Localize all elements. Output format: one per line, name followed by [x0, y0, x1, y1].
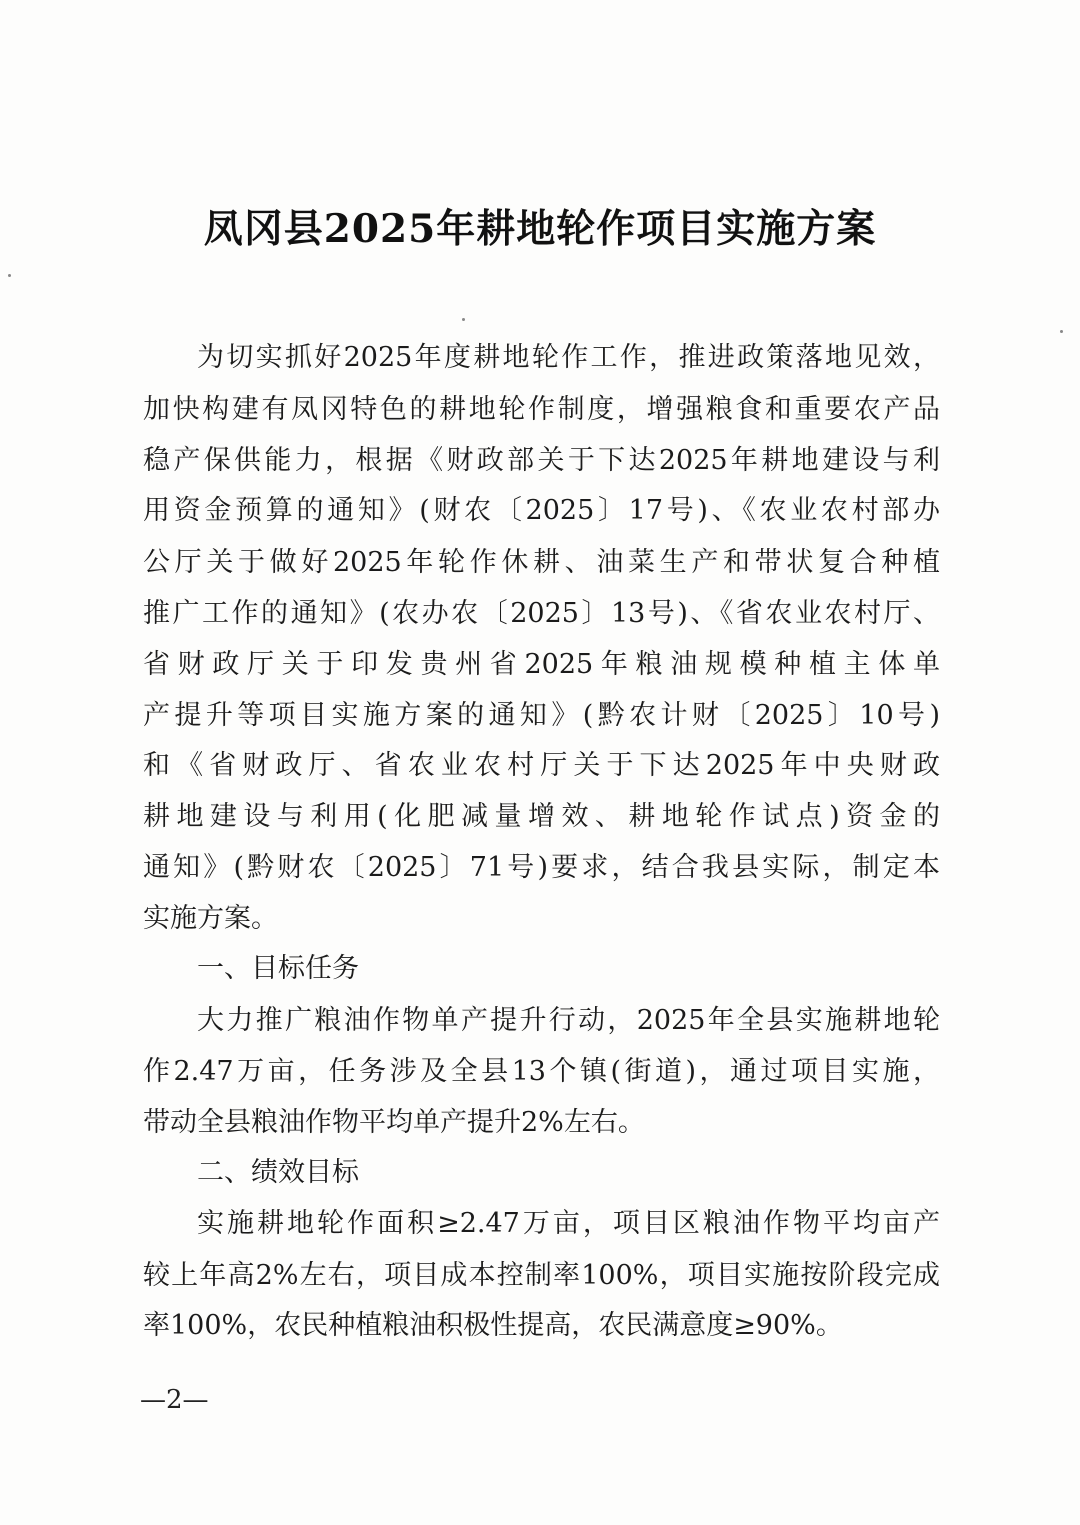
section-heading-performance: 二、绩效目标	[197, 1157, 359, 1188]
intro-line-11: 通知》(黔财农〔2025〕71号)要求，结合我县实际，制定本	[143, 852, 940, 883]
intro-line-12: 实施方案。	[143, 903, 278, 934]
section2-line-2: 较上年高2%左右，项目成本控制率100%，项目实施按阶段完成	[143, 1260, 940, 1291]
section1-line-1: 大力推广粮油作物单产提升行动，2025年全县实施耕地轮	[197, 1005, 940, 1036]
intro-line-7: 省财政厅关于印发贵州省2025年粮油规模种植主体单	[143, 649, 940, 680]
intro-line-2: 加快构建有凤冈特色的耕地轮作制度，增强粮食和重要农产品	[143, 394, 940, 425]
document-title: 凤冈县2025年耕地轮作项目实施方案	[203, 206, 877, 252]
scan-speck	[462, 318, 465, 321]
section1-line-3: 带动全县粮油作物平均单产提升2%左右。	[143, 1107, 645, 1138]
section2-line-3: 率100%，农民种植粮油积极性提高，农民满意度≥90%。	[143, 1310, 843, 1341]
section1-line-2: 作2.47万亩，任务涉及全县13个镇(街道)，通过项目实施，	[143, 1056, 940, 1087]
intro-line-5: 公厅关于做好2025年轮作休耕、油菜生产和带状复合种植	[143, 547, 940, 578]
intro-line-3: 稳产保供能力，根据《财政部关于下达2025年耕地建设与利	[143, 445, 940, 476]
page-number: —2—	[140, 1385, 209, 1415]
intro-line-9: 和《省财政厅、省农业农村厅关于下达2025年中央财政	[143, 750, 940, 781]
intro-line-4: 用资金预算的通知》(财农〔2025〕17号)、《农业农村部办	[143, 495, 940, 526]
intro-line-6: 推广工作的通知》(农办农〔2025〕13号)、《省农业农村厅、	[143, 598, 940, 629]
intro-line-8: 产提升等项目实施方案的通知》(黔农计财〔2025〕10号)	[143, 700, 940, 731]
scan-speck	[1060, 330, 1063, 333]
section2-line-1: 实施耕地轮作面积≥2.47万亩，项目区粮油作物平均亩产	[197, 1208, 940, 1239]
scan-speck	[8, 274, 11, 277]
intro-line-1: 为切实抓好2025年度耕地轮作工作，推进政策落地见效，	[197, 342, 940, 373]
section-heading-targets: 一、目标任务	[197, 953, 359, 984]
intro-line-10: 耕地建设与利用(化肥减量增效、耕地轮作试点)资金的	[143, 801, 940, 832]
